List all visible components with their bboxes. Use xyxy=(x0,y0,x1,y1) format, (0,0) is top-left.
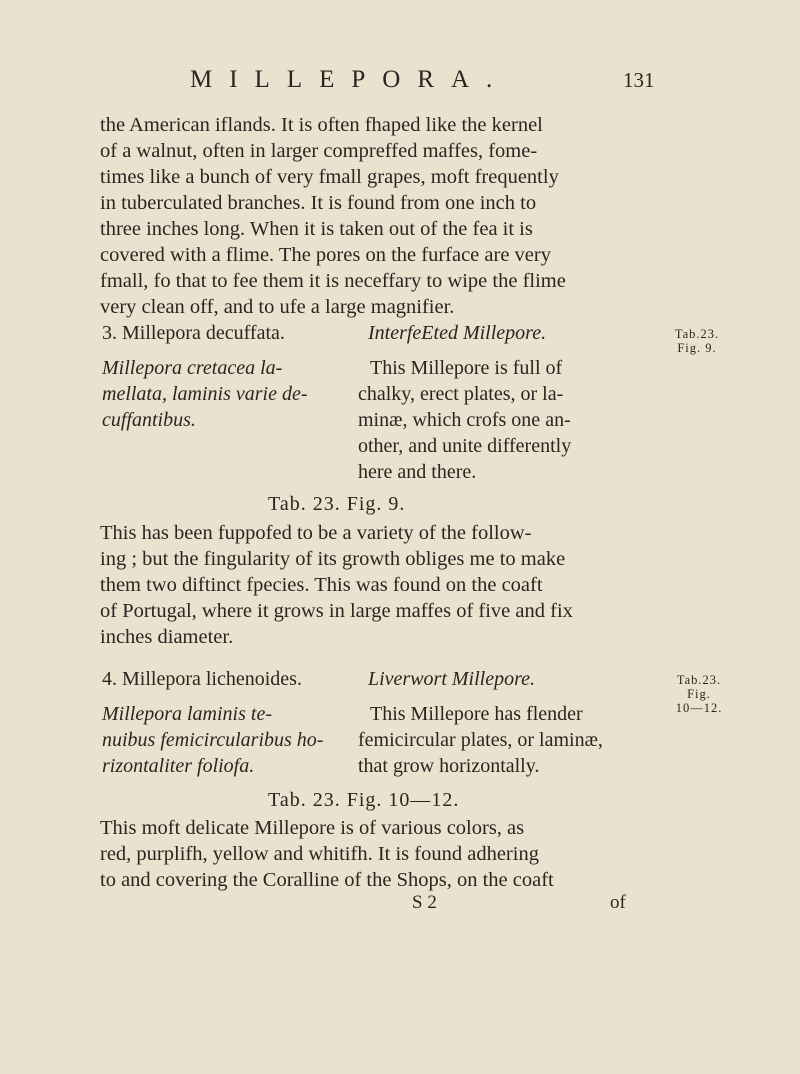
text-line: This moft delicate Millepore is of various colors, as xyxy=(100,817,525,839)
running-head: MILLEPORA. xyxy=(190,66,510,93)
entry3-right-column xyxy=(358,320,674,485)
text-line: fmall, fo that to fee them it is neceffary to wipe the flime xyxy=(100,270,566,292)
text-line: covered with a flime. The pores on the furface are very xyxy=(100,244,551,266)
text-line: times like a bunch of very fmall grapes, moft frequently xyxy=(100,166,559,188)
entry4-latin-line: rizontaliter foliofa. xyxy=(102,755,255,777)
catchword: of xyxy=(610,892,626,913)
text-line: them two diftinct fpecies. This was found on the coaft xyxy=(100,574,543,596)
entry3-plate-reference xyxy=(662,327,732,355)
entry4-plate-reference xyxy=(664,673,734,715)
text-line: the American iflands. It is often fhaped like the kernel xyxy=(100,114,543,136)
text-line: in tuberculated branches. It is found from one inch to xyxy=(100,192,537,214)
entry3-description-line: This Millepore is full of xyxy=(370,357,563,379)
entry3-latin-line: mellata, laminis varie de- xyxy=(102,383,308,405)
entry4-description-line: that grow horizontally. xyxy=(358,755,540,777)
text-line: red, purplifh, yellow and whitifh. It is found adhering xyxy=(100,843,539,865)
signature-mark: S 2 xyxy=(412,892,437,913)
page-number: 131 xyxy=(623,68,655,92)
entry3-description-line: minæ, which crofs one an- xyxy=(358,409,571,431)
text-line: three inches long. When it is taken out of the fea it is xyxy=(100,218,533,240)
text-line: ing ; but the fingularity of its growth obliges me to make xyxy=(100,548,566,570)
entry3-body xyxy=(100,520,640,650)
entry3-heading: 3. Millepora decuffata. xyxy=(102,322,285,344)
entry4-right-column xyxy=(358,666,680,779)
plate-ref-line: Fig. 9. xyxy=(677,341,717,355)
entry3-description-line: here and there. xyxy=(358,461,477,483)
entry4-heading: 4. Millepora lichenoides. xyxy=(102,668,302,690)
entry3-description-line: other, and unite differently xyxy=(358,435,572,457)
intro-paragraph xyxy=(100,112,640,320)
entry4-left-column xyxy=(102,666,324,779)
entry4-description-line: femicircular plates, or laminæ, xyxy=(358,729,603,751)
entry4-english-title: Liverwort Millepore. xyxy=(368,668,536,690)
entry4-description-line: This Millepore has flender xyxy=(370,703,583,725)
text-line: to and covering the Coralline of the Shops, on the coaft xyxy=(100,869,554,891)
entry3-english-title: InterfeEted Millepore. xyxy=(368,322,547,344)
entry3-latin-line: cuffantibus. xyxy=(102,409,196,431)
entry3-description-line: chalky, erect plates, or la- xyxy=(358,383,564,405)
plate-ref-line: Fig. xyxy=(687,687,711,701)
text-line: inches diameter. xyxy=(100,626,234,648)
text-line: This has been fuppofed to be a variety of the follow- xyxy=(100,522,532,544)
plate-ref-line: Tab.23. xyxy=(676,673,722,687)
text-line: of a walnut, often in larger compreffed maffes, fome- xyxy=(100,140,538,162)
entry3-tab-line: Tab. 23. Fig. 9. xyxy=(268,493,406,515)
entry4-tab-line: Tab. 23. Fig. 10—12. xyxy=(268,789,460,811)
entry4-latin-line: nuibus femicircularibus ho- xyxy=(102,729,324,751)
entry3-latin-line: Millepora cretacea la- xyxy=(102,357,283,379)
plate-ref-line: Tab.23. xyxy=(674,327,720,341)
text-line: of Portugal, where it grows in large maffes of five and fix xyxy=(100,600,573,622)
entry4-body xyxy=(100,815,640,893)
entry3-left-column xyxy=(102,320,318,433)
plate-ref-line: 10—12. xyxy=(675,701,723,715)
entry4-latin-line: Millepora laminis te- xyxy=(102,703,272,725)
text-line: very clean off, and to ufe a large magnifier. xyxy=(100,296,455,318)
